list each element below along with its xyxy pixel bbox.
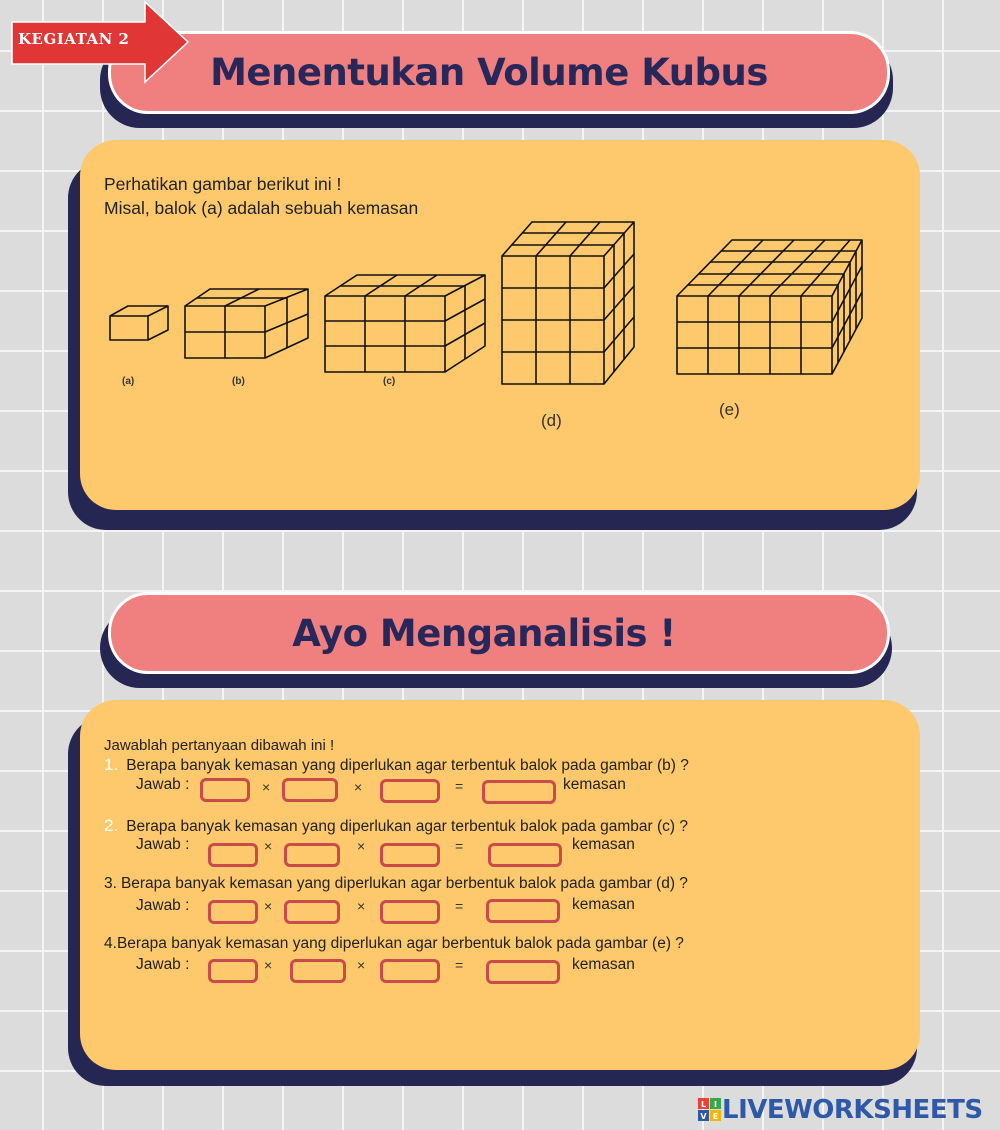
answer-1-result[interactable] [482, 780, 556, 804]
question-4 [104, 935, 684, 953]
intro-line-1: Perhatikan gambar berikut ini ! [104, 174, 342, 194]
question-2-number: 2. [104, 816, 119, 835]
times-sign: × [264, 838, 273, 854]
unit-label: kemasan [563, 776, 626, 793]
question-4-number: 4. [104, 935, 117, 952]
unit-label: kemasan [572, 956, 635, 973]
answer-2-box-3[interactable] [380, 843, 440, 867]
times-sign: × [354, 779, 363, 795]
answer-1-box-1[interactable] [200, 778, 250, 802]
logo-letter-e: E [712, 1112, 719, 1121]
question-3-number: 3. [104, 875, 117, 892]
answer-2-result[interactable] [488, 843, 562, 867]
question-1-number: 1. [104, 755, 119, 774]
answer-3-result[interactable] [486, 899, 560, 923]
figure-b-box [185, 289, 308, 358]
figure-c-box [325, 275, 485, 372]
figure-d-label: (d) [541, 411, 562, 430]
answer-label-3: Jawab : [136, 897, 190, 914]
times-sign: × [357, 838, 366, 854]
equals-sign: = [455, 838, 464, 854]
times-sign: × [357, 898, 366, 914]
answer-label-2: Jawab : [136, 836, 190, 853]
answer-4-box-1[interactable] [208, 959, 258, 983]
times-sign: × [262, 779, 271, 795]
equals-sign: = [455, 778, 464, 794]
equals-sign: = [455, 898, 464, 914]
times-sign: × [264, 957, 273, 973]
figure-c-label: (c) [383, 376, 396, 387]
page-title: Menentukan Volume Kubus [210, 51, 768, 94]
figure-d-box [502, 222, 634, 384]
liveworksheets-logo[interactable] [698, 1095, 983, 1125]
question-2-text: Berapa banyak kemasan yang diperlukan agar terbentuk balok pada gambar (c) ? [126, 818, 688, 835]
times-sign: × [264, 898, 273, 914]
logo-letter-l: L [700, 1100, 707, 1109]
logo-letter-i: I [714, 1100, 717, 1109]
liveworksheets-logo-icon [698, 1098, 722, 1122]
figure-e-box [677, 240, 862, 374]
times-sign: × [357, 957, 366, 973]
answer-4-box-3[interactable] [380, 959, 440, 983]
answer-4-result[interactable] [486, 960, 560, 984]
figure-a-box [110, 306, 168, 340]
answer-3-box-3[interactable] [380, 900, 440, 924]
intro-line-2: Misal, balok (a) adalah sebuah kemasan [104, 198, 419, 218]
equals-sign: = [455, 957, 464, 973]
figure-b-label: (b) [232, 376, 245, 387]
question-3 [104, 875, 688, 893]
answer-label-1: Jawab : [136, 776, 190, 793]
kegiatan-tag-label: KEGIATAN 2 [18, 30, 130, 48]
analysis-title: Ayo Menganalisis ! [292, 611, 676, 655]
unit-label: kemasan [572, 896, 635, 913]
question-3-text: Berapa banyak kemasan yang diperlukan agar berbentuk balok pada gambar (d) ? [120, 875, 688, 892]
question-1-text: Berapa banyak kemasan yang diperlukan agar terbentuk balok pada gambar (b) ? [126, 757, 689, 774]
figure-a-label: (a) [122, 376, 135, 387]
answer-3-box-1[interactable] [208, 900, 258, 924]
unit-label: kemasan [572, 836, 635, 853]
answer-label-4: Jawab : [136, 956, 190, 973]
answer-1-box-3[interactable] [380, 779, 440, 803]
answer-3-box-2[interactable] [284, 900, 340, 924]
figure-e-label: (e) [719, 400, 740, 419]
question-1 [104, 755, 689, 775]
question-2 [104, 816, 688, 836]
answer-4-box-2[interactable] [290, 959, 346, 983]
instruction-text: Jawablah pertanyaan dibawah ini ! [104, 737, 335, 754]
answer-1-box-2[interactable] [282, 778, 338, 802]
answer-2-box-2[interactable] [284, 843, 340, 867]
answer-2-box-1[interactable] [208, 843, 258, 867]
liveworksheets-brand-text: LIVEWORKSHEETS [722, 1095, 983, 1125]
analysis-banner [108, 592, 890, 674]
question-4-text: Berapa banyak kemasan yang diperlukan agar berbentuk balok pada gambar (e) ? [116, 935, 684, 952]
logo-letter-v: V [700, 1112, 707, 1121]
